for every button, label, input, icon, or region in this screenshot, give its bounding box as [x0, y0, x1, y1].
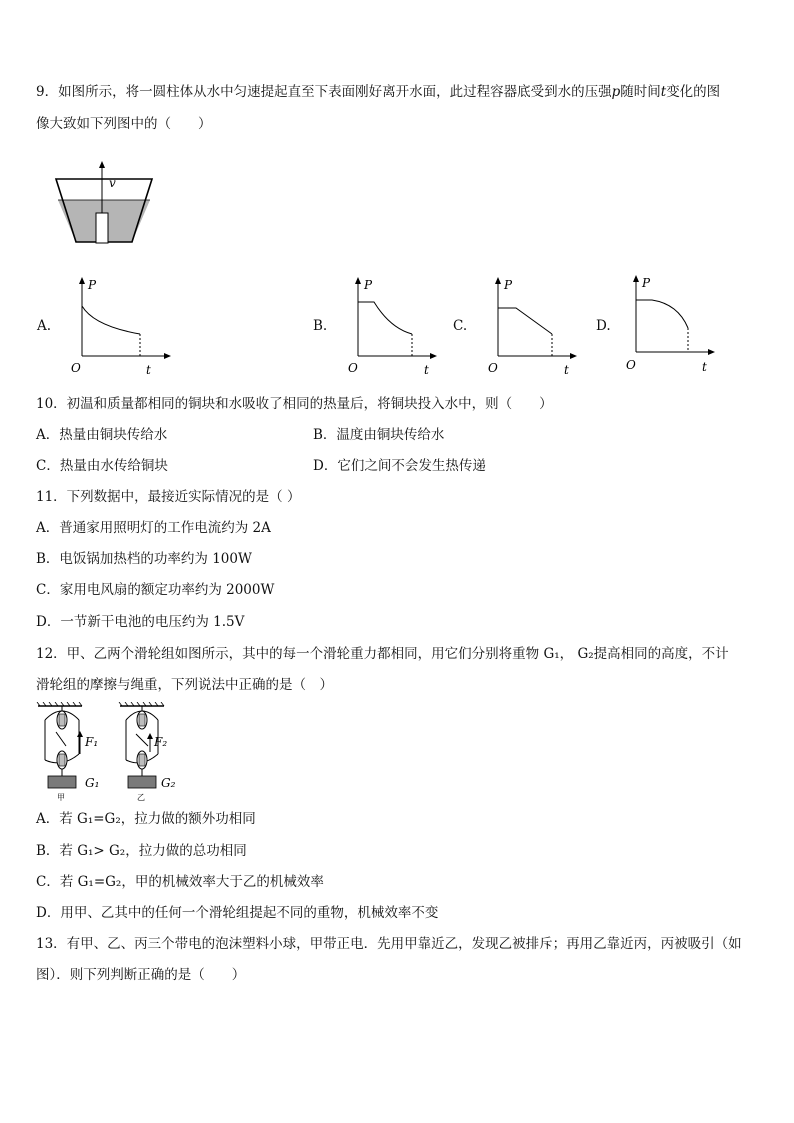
q9-text-a: 9．如图所示，将一圆柱体从水中匀速提起直至下表面刚好离开水面，此过程容器底受到水的压强 — [36, 84, 612, 100]
axis-t-label: t — [564, 363, 569, 377]
q12-pulley-figure — [36, 702, 186, 802]
axis-p-label: P — [364, 278, 373, 292]
q9-text-c: 变化的图 — [666, 84, 721, 100]
q9-option-a-label: A. — [37, 318, 52, 334]
q9-container-figure — [54, 160, 154, 250]
q10-option-c: C．热量由水传给铜块 — [36, 458, 168, 474]
axis-t-label: t — [424, 363, 429, 377]
axis-arrow-icon — [633, 275, 639, 282]
q9-option-d-label: D. — [596, 318, 611, 334]
pressure-curve — [498, 308, 552, 334]
q9-graph-d — [622, 274, 722, 376]
cylinder — [96, 213, 108, 243]
weight-g2 — [128, 776, 156, 788]
q9-option-b-label: B. — [313, 318, 328, 334]
g1-label: G₁ — [85, 776, 100, 790]
q9-graph-c — [484, 276, 584, 378]
q10-stem: 10．初温和质量都相同的铜块和水吸收了相同的热量后，将铜块投入水中，则（ ） — [36, 396, 553, 412]
pressure-curve — [636, 300, 688, 328]
q11-option-b: B．电饭锅加热档的功率约为 100W — [36, 551, 252, 567]
axis-origin-label: O — [626, 358, 636, 372]
q10-option-a: A．热量由铜块传给水 — [36, 427, 168, 443]
q9-option-c-label: C. — [453, 318, 468, 334]
f2-label: F₂ — [154, 735, 168, 749]
q11-option-a: A．普通家用照明灯的工作电流约为 2A — [36, 520, 271, 536]
q10-option-d: D．它们之间不会发生热传递 — [313, 458, 486, 474]
axis-p-label: P — [504, 278, 513, 292]
axis-origin-label: O — [71, 361, 81, 375]
q9-var-t: t — [660, 84, 667, 100]
f1-label: F₁ — [85, 735, 99, 749]
q12-option-a: A．若 G₁=G₂，拉力做的额外功相同 — [36, 811, 256, 827]
q13-stem-line2: 图）．则下列判断正确的是（ ） — [36, 967, 246, 983]
axis-arrow-icon — [164, 353, 171, 359]
g2-label: G₂ — [161, 776, 176, 790]
force-arrow-icon — [77, 731, 83, 737]
q11-stem: 11．下列数据中，最接近实际情况的是（ ） — [36, 489, 301, 505]
axis-t-label: t — [146, 363, 151, 377]
axis-arrow-icon — [570, 353, 577, 359]
q9-stem-line1 — [36, 82, 720, 102]
yi-label: 乙 — [137, 793, 145, 802]
axis-origin-label: O — [488, 361, 498, 375]
q11-option-c: C．家用电风扇的额定功率约为 2000W — [36, 582, 275, 598]
axis-p-label: P — [88, 278, 97, 292]
axis-arrow-icon — [708, 349, 715, 355]
pressure-curve — [82, 306, 140, 334]
q9-graph-a — [66, 276, 176, 378]
jia-label: 甲 — [57, 793, 65, 802]
weight-g1 — [48, 776, 76, 788]
q12-option-b: B．若 G₁> G₂，拉力做的总功相同 — [36, 843, 247, 859]
q11-option-d: D．一节新干电池的电压约为 1.5V — [36, 614, 245, 630]
pressure-curve — [358, 302, 412, 334]
q9-graph-b — [344, 276, 444, 378]
q12-option-d: D．用甲、乙其中的任何一个滑轮组提起不同的重物，机械效率不变 — [36, 905, 439, 921]
q9-var-p: p — [611, 84, 621, 100]
axis-arrow-icon — [430, 353, 437, 359]
q13-stem-line1: 13．有甲、乙、丙三个带电的泡沫塑料小球，甲带正电．先用甲靠近乙，发现乙被排斥；再用乙靠近丙，丙被吸引（如 — [36, 936, 742, 952]
arrow-up-icon — [99, 161, 105, 168]
q10-option-b: B．温度由铜块传给水 — [313, 427, 445, 443]
axis-p-label: P — [642, 276, 651, 290]
q9-stem-line2: 像大致如下列图中的（ ） — [36, 116, 212, 132]
q9-text-b: 随时间 — [620, 84, 661, 100]
axis-arrow-icon — [79, 277, 85, 284]
q12-option-c: C．若 G₁=G₂，甲的机械效率大于乙的机械效率 — [36, 874, 324, 890]
q12-stem-line2: 滑轮组的摩擦与绳重，下列说法中正确的是（ ） — [36, 677, 333, 693]
q12-stem-line1: 12．甲、乙两个滑轮组如图所示，其中的每一个滑轮重力都相同，用它们分别将重物 G₁， G₂提高相同的高度，不计 — [36, 646, 729, 662]
axis-arrow-icon — [355, 277, 361, 284]
axis-t-label: t — [702, 360, 707, 374]
force-arrow-icon — [147, 733, 153, 739]
velocity-label: v — [109, 176, 116, 190]
axis-arrow-icon — [495, 277, 501, 284]
axis-origin-label: O — [348, 361, 358, 375]
